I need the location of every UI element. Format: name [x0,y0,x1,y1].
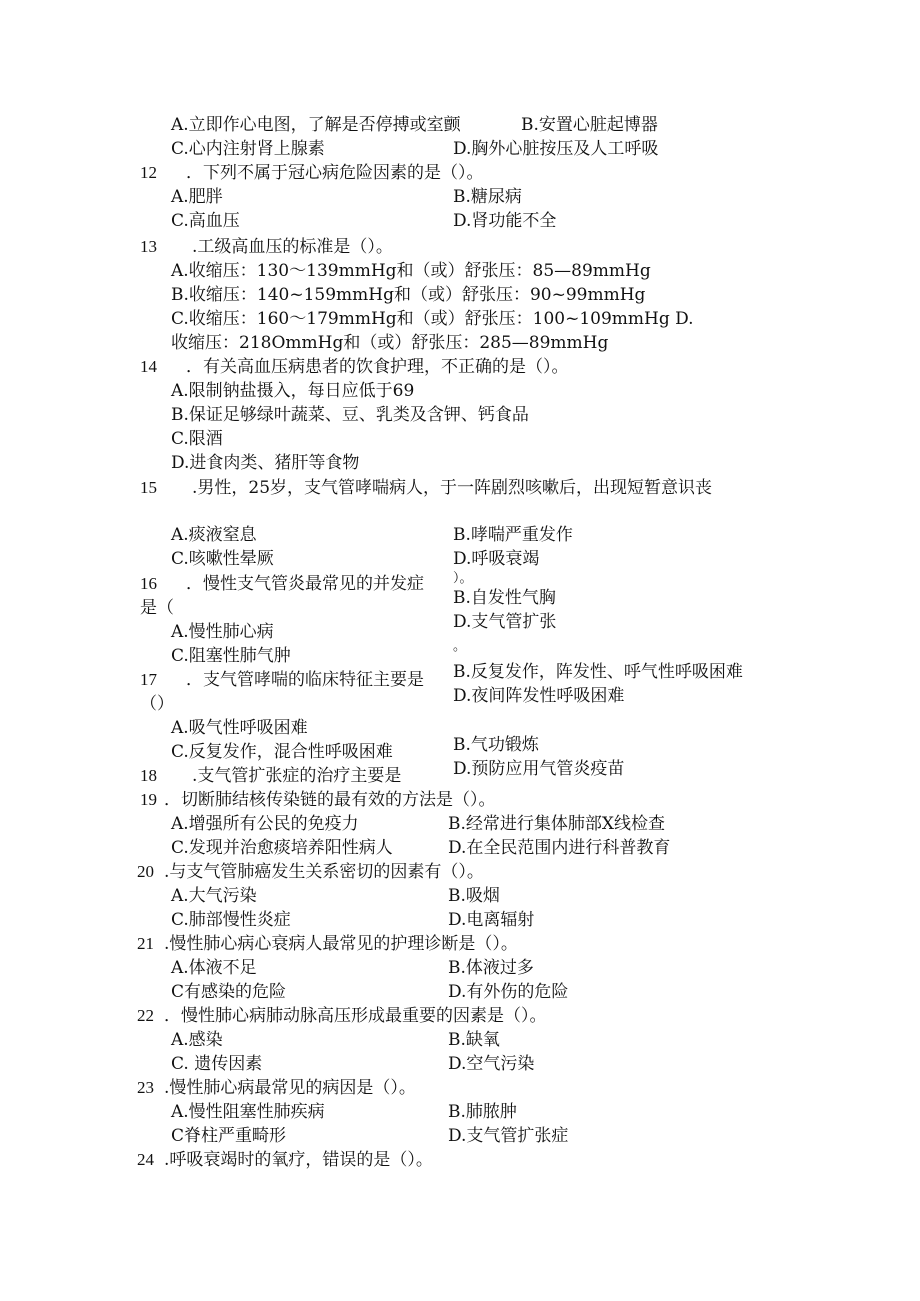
q17-option-c: C.反复发作，混合性呼吸困难 [171,742,393,762]
q22-option-c: C. 遗传因素 [171,1054,263,1074]
q21-number: 21 [137,934,154,953]
q15-stem: .男性，25岁，支气管哮喘病人，于一阵剧烈咳嗽后，出现短暂意识丧 [192,478,713,498]
q17-stem: ．支气管哮喘的临床特征主要是 [186,670,424,690]
q22-stem: ．慢性肺心病肺动脉高压形成最重要的因素是（）。 [164,1006,547,1026]
q13-option-a: A.收缩压：130～139mmHg和（或）舒张压：85—89mmHg [171,261,651,281]
q16-option-a: A.慢性肺心病 [171,622,274,642]
q17-option-b: B.反复发作，阵发性、呼气性呼吸困难 [453,662,743,682]
q17-option-d: D.夜间阵发性呼吸困难 [453,686,625,706]
q20-option-b: B.吸烟 [448,886,500,906]
q18-stem: .支气管扩张症的治疗主要是 [192,766,402,786]
q23-option-b: B.肺脓肿 [448,1102,517,1122]
q11-option-a: A.立即作心电图，了解是否停搏或室颤 [171,115,461,135]
q12-option-d: D.肾功能不全 [453,211,557,231]
q17-option-a: A.吸气性呼吸困难 [171,718,308,738]
q23-option-a: A.慢性阻塞性肺疾病 [171,1102,325,1122]
q21-option-d: D.有外伤的危险 [448,982,569,1002]
q20-option-a: A.大气污染 [171,886,257,906]
q13-number: 13 [140,237,157,256]
q22-number: 22 [137,1006,154,1025]
q15-option-a: A.痰液窒息 [171,525,257,545]
q15-option-b: B.哮喘严重发作 [453,525,573,545]
q13-option-b: B.收缩压：140~159mmHg和（或）舒张压：90~99mmHg [171,285,646,305]
q13-option-d: 收缩压：218OmmHg和（或）舒张压：285—89mmHg [171,333,609,353]
q12-option-b: B.糖尿病 [453,187,522,207]
q23-option-d: D.支气管扩张症 [448,1126,569,1146]
q14-option-c: C.限酒 [171,429,223,449]
q16-stem: ．慢性支气管炎最常见的并发症 [186,574,424,594]
q16-option-b: B.自发性气胸 [453,588,556,608]
q16-number: 16 [140,574,157,593]
q16-mark-2: 。 [453,639,467,654]
q15-option-d: D.呼吸衰竭 [453,549,540,569]
q11-option-d: D.胸外心脏按压及人工呼吸 [453,139,659,159]
q17-number: 17 [140,670,157,689]
q21-option-a: A.体液不足 [171,958,257,978]
q21-stem: .慢性肺心病心衰病人最常见的护理诊断是（）。 [164,934,518,954]
q19-option-a: A.增强所有公民的免疫力 [171,814,359,834]
q20-stem: .与支气管肺癌发生关系密切的因素有（）。 [164,862,484,882]
q16-mark: ）。 [453,571,473,586]
q19-stem: ．切断肺结核传染链的最有效的方法是（）。 [164,790,496,810]
q14-option-a: A.限制钠盐摄入，每日应低于69 [171,381,415,401]
q12-stem: ．下列不属于冠心病危险因素的是（）。 [186,163,484,183]
q19-number: 19 [140,790,157,809]
q17-stem-continued: （） [140,694,174,714]
q14-option-d: D.进食肉类、猪肝等食物 [171,453,360,473]
q18-option-b: B.气功锻炼 [453,735,539,755]
q22-option-a: A.感染 [171,1030,223,1050]
q12-option-a: A.肥胖 [171,187,223,207]
q22-option-d: D.空气污染 [448,1054,535,1074]
q21-option-b: B.体液过多 [448,958,534,978]
q20-number: 20 [137,862,154,881]
q15-number: 15 [140,478,157,497]
q11-option-c: C.心内注射肾上腺素 [171,139,325,159]
q18-option-d: D.预防应用气管炎疫苗 [453,759,625,779]
q14-stem: ．有关高血压病患者的饮食护理，不正确的是（）。 [186,357,569,377]
q15-option-c: C.咳嗽性晕厥 [171,549,274,569]
q22-option-b: B.缺氧 [448,1030,500,1050]
q18-number: 18 [140,766,157,785]
q14-number: 14 [140,357,157,376]
q20-option-d: D.电离辐射 [448,910,535,930]
q19-option-c: C.发现并治愈痰培养阳性病人 [171,838,393,858]
q21-option-c: C有感染的危险 [171,982,287,1002]
q16-option-d: D.支气管扩张 [453,612,557,632]
q16-option-c: C.阻塞性肺气肿 [171,646,291,666]
q19-option-b: B.经常进行集体肺部X线检查 [448,814,665,834]
q12-option-c: C.高血压 [171,211,240,231]
q16-stem-continued: 是（ [140,598,174,618]
q23-number: 23 [137,1078,154,1097]
q11-option-b: B.安置心脏起博器 [521,115,658,135]
q19-option-d: D.在全民范围内进行科普教育 [448,838,671,858]
q23-stem: .慢性肺心病最常见的病因是（）。 [164,1078,416,1098]
q20-option-c: C.肺部慢性炎症 [171,910,291,930]
q12-number: 12 [140,163,157,182]
q13-option-c: C.收缩压：160～179mmHg和（或）舒张压：100~109mmHg D. [171,309,694,329]
q13-stem: .工级高血压的标准是（）。 [192,237,393,257]
q24-number: 24 [137,1150,154,1169]
q24-stem: .呼吸衰竭时的氧疗，错误的是（）。 [164,1150,433,1170]
q14-option-b: B.保证足够绿叶蔬菜、豆、乳类及含钾、钙食品 [171,405,529,425]
q23-option-c: C脊柱严重畸形 [171,1126,287,1146]
